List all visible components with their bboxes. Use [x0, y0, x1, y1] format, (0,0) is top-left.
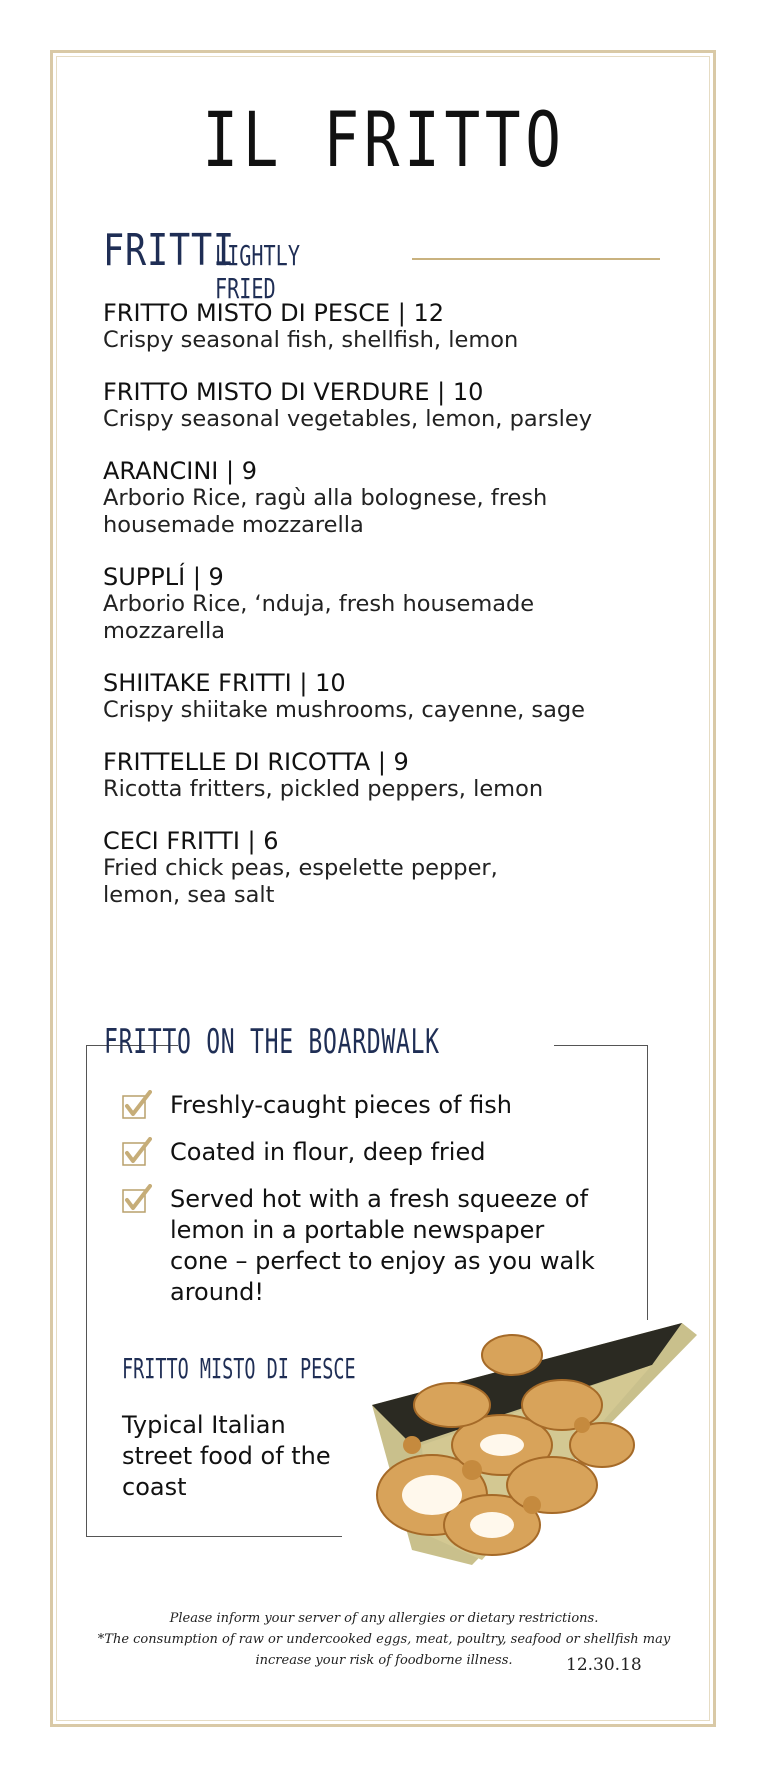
box-border-bottom — [86, 1536, 342, 1537]
check-list-item — [122, 1137, 642, 1168]
menu-item-name: ARANCINI | 9 — [103, 457, 257, 485]
page-title: IL FRITTO — [202, 95, 566, 184]
menu-item-description: Arborio Rice, ragù alla bolognese, fresh housemade mozzarella — [103, 485, 548, 538]
menu-item-description: Fried chick peas, espelette pepper, lemon, sea salt — [103, 855, 498, 908]
check-item-text: Served hot with a fresh squeeze of lemon in a portable newspaper cone – perfect to enjoy as you walk around! — [170, 1185, 595, 1306]
menu-item-description: Crispy seasonal fish, shellfish, lemon — [103, 327, 519, 353]
section-heading-sub: LIGHTLY FRIED — [215, 239, 300, 305]
menu-item-description: Crispy seasonal vegetables, lemon, parsley — [103, 406, 593, 432]
box-border-left — [86, 1045, 87, 1537]
footer-line: *The consumption of raw or undercooked eggs, meat, poultry, seafood or shellfish may — [97, 1632, 671, 1647]
check-list-item — [122, 1090, 642, 1121]
section-divider — [412, 258, 660, 260]
section-heading-main: FRITTI — [103, 225, 235, 276]
menu-item — [103, 458, 573, 539]
menu-item-name: FRITTO MISTO DI PESCE | 12 — [103, 299, 445, 327]
subsection-title: FRITTO MISTO DI PESCE — [122, 1352, 356, 1385]
menu-item — [103, 564, 573, 645]
menu-item-name: FRITTO MISTO DI VERDURE | 10 — [103, 378, 484, 406]
menu-item-description: Ricotta fritters, pickled peppers, lemon — [103, 776, 544, 802]
menu-item — [103, 749, 693, 803]
boardwalk-checklist — [122, 1090, 642, 1324]
check-item-text: Freshly-caught pieces of fish — [170, 1091, 512, 1119]
menu-item-name: SHIITAKE FRITTI | 10 — [103, 669, 346, 697]
check-item-text: Coated in flour, deep fried — [170, 1138, 486, 1166]
menu-item-description: Crispy shiitake mushrooms, cayenne, sage — [103, 697, 586, 723]
menu-item — [103, 670, 693, 724]
section-heading — [103, 225, 390, 305]
checkmark-box-icon — [122, 1137, 152, 1167]
menu-item — [103, 300, 693, 354]
menu-item — [103, 828, 573, 909]
check-list-item — [122, 1184, 642, 1308]
menu-list — [103, 300, 693, 934]
menu-item — [103, 379, 693, 433]
menu-item-name: CECI FRITTI | 6 — [103, 827, 279, 855]
footer-line: Please inform your server of any allergies or dietary restrictions. — [169, 1611, 599, 1626]
fried-seafood-cone-image — [352, 1295, 702, 1570]
checkmark-box-icon — [122, 1090, 152, 1120]
menu-item-name: FRITTELLE DI RICOTTA | 9 — [103, 748, 409, 776]
menu-item-name: SUPPLÍ | 9 — [103, 563, 224, 591]
menu-item-description: Arborio Rice, ‘nduja, fresh housemade mozzarella — [103, 591, 535, 644]
subsection-description: Typical Italian street food of the coast — [122, 1411, 331, 1501]
menu-date: 12.30.18 — [566, 1655, 642, 1675]
boardwalk-title: FRITTO ON THE BOARDWALK — [104, 1022, 440, 1062]
checkmark-box-icon — [122, 1184, 152, 1214]
footer-line: increase your risk of foodborne illness. — [255, 1653, 513, 1668]
box-border-top-right — [554, 1045, 648, 1046]
box-border-right — [647, 1045, 648, 1320]
